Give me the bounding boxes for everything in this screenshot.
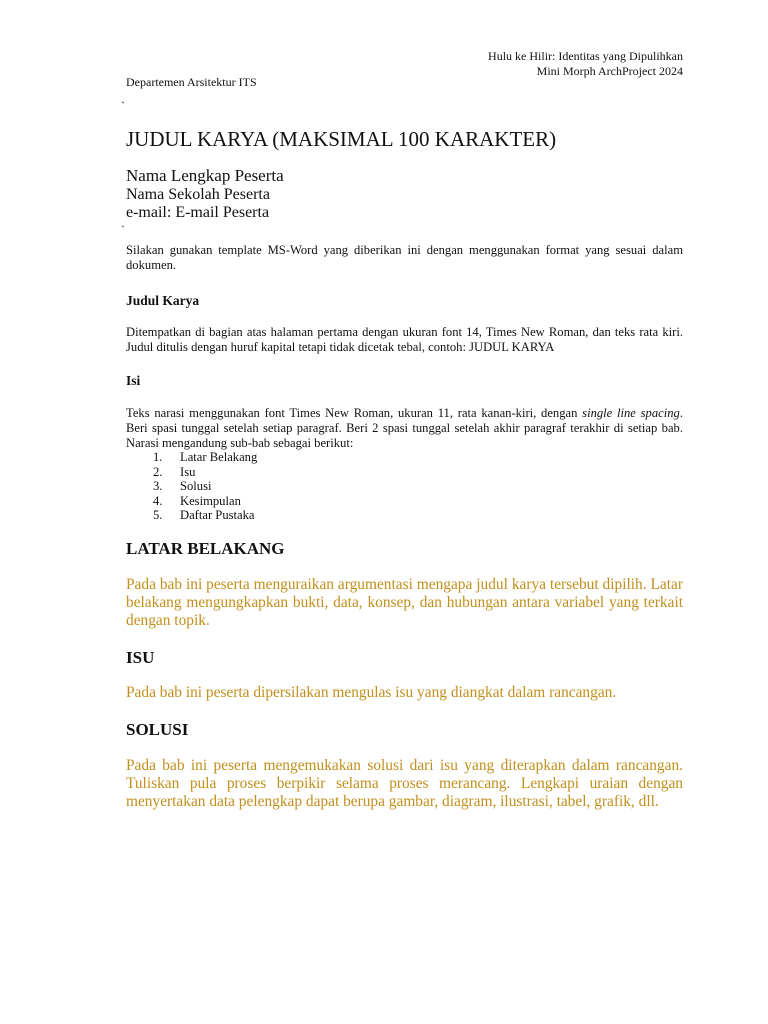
list-item: 1. Latar Belakang	[153, 450, 258, 464]
isi-text-part: Teks narasi menggunakan font Times New Roman, ukuran 11, rata kanan-kiri, dengan	[126, 406, 583, 420]
running-header-right	[488, 49, 683, 79]
document-title: JUDUL KARYA (MAKSIMAL 100 KARAKTER)	[126, 127, 557, 151]
list-item: 2. Isu	[153, 464, 196, 479]
heading-isi: Isi	[126, 373, 141, 388]
paragraph-isu: Pada bab ini peserta dipersilakan mengulas isu yang diangkat dalam rancangan.	[126, 684, 617, 701]
list-item: 3. Solusi	[153, 479, 212, 494]
heading-isu: ISU	[126, 648, 155, 667]
author-email: e-mail: E-mail Peserta	[126, 204, 270, 221]
author-school: Nama Sekolah Peserta	[126, 186, 270, 203]
paragraph-solusi: Pada bab ini peserta mengemukakan solusi dari isu yang diterapkan dalam rancangan. Tuliskan pula proses berpikir selama proses merancang. Lengkapi uraian dengan menyertakan data pelengkap dapat berupa gambar, diagram, ilustrasi, tabel, grafik, dll.	[126, 757, 683, 810]
header-department: Departemen Arsitektur ITS	[126, 75, 257, 89]
intro-paragraph: Silakan gunakan template MS-Word yang diberikan ini dengan menggunakan format yang sesuai dalam dokumen.	[126, 243, 683, 272]
heading-judul-karya: Judul Karya	[126, 293, 200, 308]
header-event-subtitle: Mini Morph ArchProject 2024	[536, 64, 683, 78]
subchapter-list	[126, 450, 257, 523]
header-event-title: Hulu ke Hilir: Identitas yang Dipulihkan	[488, 49, 683, 63]
stray-mark-2: `	[121, 223, 125, 237]
document-page	[121, 0, 683, 1024]
heading-latar-belakang: LATAR BELAKANG	[126, 539, 285, 558]
paragraph-judul-karya: Ditempatkan di bagian atas halaman pertama dengan ukuran font 14, Times New Roman, dan teks rata kiri. Judul ditulis dengan huruf kapital tetapi tidak dicetak tebal, contoh: JUDUL KARYA	[126, 325, 683, 354]
paragraph-latar-belakang: Pada bab ini peserta menguraikan argumentasi mengapa judul karya tersebut dipilih. Latar belakang mengungkapkan bukti, data, konsep, dan hubungan antara variabel yang terkait dengan topik.	[126, 576, 683, 629]
list-item: 4. Kesimpulan	[153, 493, 241, 508]
list-item: 5. Daftar Pustaka	[153, 508, 255, 523]
author-name: Nama Lengkap Peserta	[126, 166, 284, 185]
stray-mark: `	[121, 99, 125, 113]
isi-italic-term: single line spacing	[582, 406, 680, 420]
paragraph-isi	[126, 406, 683, 451]
heading-solusi: SOLUSI	[126, 720, 189, 739]
author-block	[126, 167, 284, 222]
isi-text-part-2: . Beri spasi tunggal setelah setiap paragraf. Beri 2 spasi tunggal setelah akhir paragraf terakhir di setiap bab. Narasi mengandung sub-bab sebagai berikut:	[126, 406, 683, 450]
